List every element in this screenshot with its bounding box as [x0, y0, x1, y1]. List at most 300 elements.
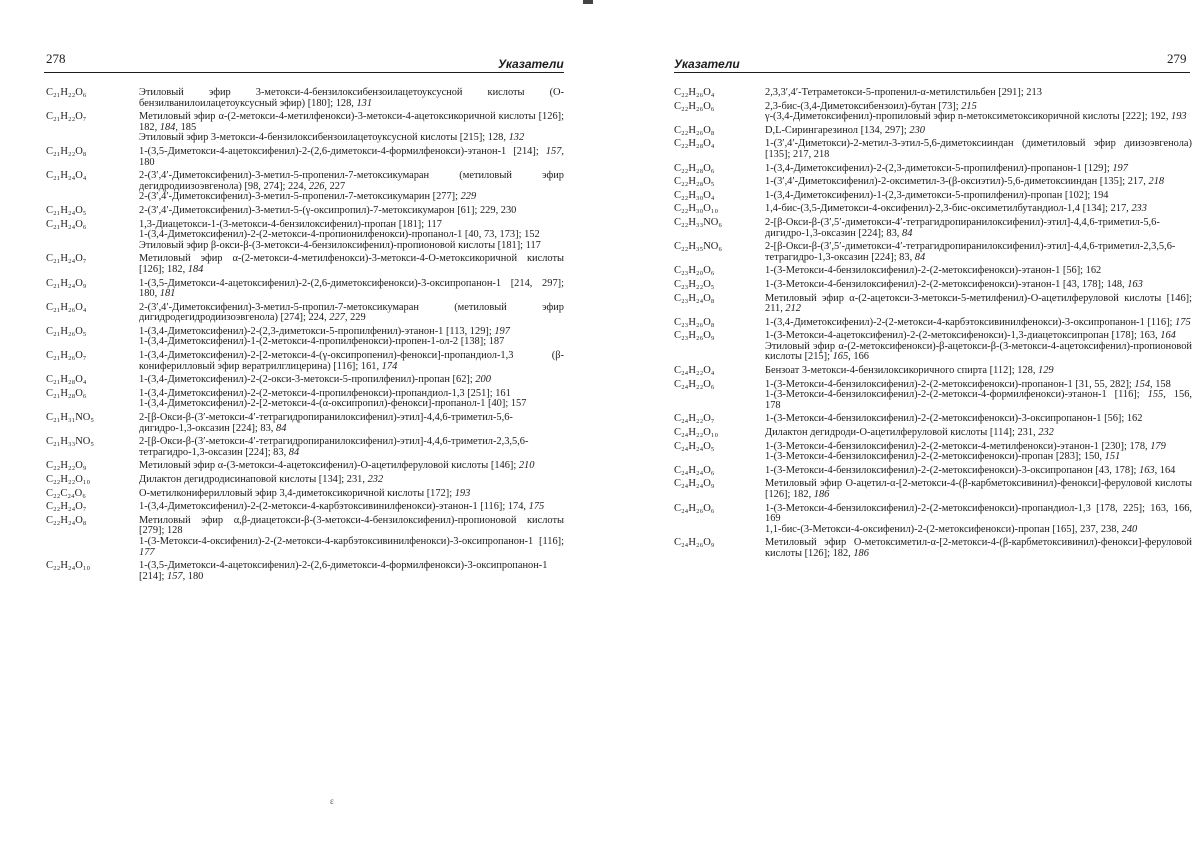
entry-descriptions: [139, 112, 564, 144]
description-text: 1-(3,4-Диметоксифенил)-2-(2,3-диметокси-5-пропилфенил)-этанон-1 [113, 129];: [139, 325, 495, 337]
index-entry: [674, 218, 1192, 239]
entry-descriptions: [139, 389, 564, 410]
description-text: 1-(3-Метокси-4-бензилоксифенил)-2-(2-метоксифенокси)-пропан [283]; 150,: [765, 451, 1105, 463]
index-entry: [46, 147, 564, 168]
description-text: 1-(3,4-Диметоксифенил)-2-(2,3-диметокси-5-пропилфенил)-пропанон-1 [129];: [765, 162, 1113, 174]
entry-description: [765, 294, 1192, 315]
entry-description: [139, 461, 564, 472]
entry-description: [139, 206, 564, 217]
page-reference-tail: , 229: [344, 312, 366, 324]
index-entry: [674, 414, 1192, 425]
index-entry: [674, 88, 1192, 99]
index-entry: [674, 380, 1192, 412]
entry-description: [139, 375, 564, 386]
entry-descriptions: [765, 366, 1192, 377]
entry-descriptions: [765, 266, 1192, 277]
index-entry: [674, 428, 1192, 439]
entry-formula: C₂₄H₂₂O₆: [674, 378, 715, 390]
entry-descriptions: [765, 191, 1192, 202]
description-text: 1,1-бис-(3-Метокси-4-оксифенил)-2-(2-метоксифенокси)-пропан [165], 237, 238,: [765, 523, 1122, 535]
entry-description: [139, 133, 564, 144]
entry-descriptions: [765, 102, 1192, 123]
description-text: 2-(3′,4′-Диметоксифенил)-3-метил-5-(γ-оксипропил)-7-метоксикумарон [61]; 229, 230: [139, 204, 517, 216]
index-entry: [46, 413, 564, 434]
entry-description: [765, 504, 1192, 525]
description-text: 1-(3,4-Диметоксифенил)-2-(2-метокси-4-пропилфенокси)-пропандиол-1,3 [251]; 161: [139, 387, 511, 399]
page-number-right: 279: [1167, 51, 1187, 66]
index-entry: [674, 102, 1192, 123]
page-reference-primary: 157: [545, 145, 562, 157]
entry-formula: C₂₁H₂₄O₄: [46, 170, 87, 182]
entry-formula: C₂₂H₂₄O₈: [46, 514, 87, 526]
entry-descriptions: [765, 380, 1192, 412]
entry-formula: C₂₁H₂₄O₇: [46, 253, 87, 265]
entry-formula: C₂₃H₂₆O₉: [674, 330, 715, 342]
page-reference-primary: 218: [1148, 176, 1165, 188]
index-entry: [46, 279, 564, 300]
entry-formula: C₂₃H₂₆O₈: [674, 316, 715, 328]
entry-descriptions: [139, 461, 564, 472]
description-text: 2-(3′,4′-Диметоксифенил)-3-метил-5-пропенил-7-метоксикумарин [277];: [139, 191, 461, 203]
index-entry: [46, 461, 564, 472]
entry-description: [139, 351, 564, 372]
page-reference-primary: 233: [1131, 203, 1147, 215]
entry-formula: C₂₃H₂₄O₈: [674, 292, 715, 304]
entry-descriptions: [139, 303, 564, 324]
entry-descriptions: [139, 516, 564, 558]
entry-descriptions: [139, 147, 564, 168]
description-text: 2,3,3′,4′-Тетраметокси-5-пропенил-α-метилстильбен [291]; 213: [765, 87, 1042, 98]
page-reference-primary: 226: [308, 180, 325, 192]
page-reference-tail: , 158: [1150, 378, 1171, 390]
header-rule-left: [44, 72, 564, 73]
page-reference-primary: 230: [909, 124, 925, 136]
description-text: Этиловый эфир 3-метокси-4-бензилоксибензоилацетоуксусной кислоты [215]; 128,: [139, 132, 509, 144]
entry-description: [139, 337, 564, 348]
description-text: Дилактон дегидродисинаповой кислоты [134]; 231,: [139, 474, 368, 485]
entry-descriptions: [139, 279, 564, 300]
entry-formula: C₂₁H₂₂O₆: [46, 87, 87, 98]
page-reference-tail: , 164: [1154, 464, 1176, 476]
description-text: Метиловый эфир α-(3-метокси-4-ацетоксифенил)-O-ацетилферуловой кислоты [146];: [139, 460, 519, 472]
index-entry: [46, 220, 564, 252]
entry-description: [765, 479, 1192, 500]
index-entry: [46, 516, 564, 558]
description-text: 1-(3-Метокси-4-бензилоксифенил)-2-(2-метоксифенокси)-пропандиол-1,3 [178, 225]; 163, 166, 169: [765, 502, 1192, 525]
entry-formula: C₂₁H₃₃NO₅: [46, 436, 95, 448]
entry-formula: C₂₄H₂₄O₅: [674, 440, 715, 452]
index-entry: [46, 171, 564, 203]
entry-description: [765, 164, 1192, 175]
description-text: 1-(3′,4′-Диметокси)-2-метил-3-этил-5,6-диметоксииндан (диметиловый эфир диизоэвгенола) [135]; 217, 218: [765, 138, 1192, 160]
entry-description: [765, 191, 1192, 202]
index-entry: [46, 88, 564, 109]
description-text: O-метилкониферилловый эфир 3,4-диметоксикоричной кислоты [172];: [139, 487, 455, 499]
entry-formula: C₂₂H₂₈O₅: [674, 176, 715, 188]
entry-description: [139, 88, 564, 109]
page-reference-primary: 186: [853, 547, 869, 559]
index-entry: [674, 177, 1192, 188]
description-text: 1-(3,4-Диметоксифенил)-2-(2-метокси-4-пропионилфенокси)-пропанол-1 [40, 73, 173]; 152: [139, 229, 540, 241]
entry-formula: C₂₄H₂₂O₁₀: [674, 427, 719, 439]
index-entry: [46, 351, 564, 372]
description-text: Этиловый эфир α-(2-метоксифенокси)-β-ацетокси-β-(3-метокси-4-ацетоксифенил)-пропионовой кислоты [215];: [765, 340, 1192, 363]
entry-formula: C₂₂H₂₈O₆: [674, 162, 715, 174]
page-reference-primary: 227: [329, 312, 345, 324]
entry-description: [139, 561, 564, 582]
description-text: 1-(3,4-Диметоксифенил)-2-(2-метокси-4-карбэтоксивинилфенокси)-этанон-1 [116]; 174,: [139, 501, 529, 513]
page-reference-tail: , 180: [139, 145, 564, 168]
page-reference-tail: , 227: [324, 180, 346, 192]
entry-descriptions: [139, 351, 564, 372]
entry-description: [139, 171, 564, 192]
running-header-left: Указатели: [498, 57, 564, 71]
description-text: Метиловый эфир α-(2-ацетокси-3-метокси-5-метилфенил)-O-ацетилферуловой кислоты [146]; 211,: [765, 292, 1192, 315]
entry-description: [139, 489, 564, 500]
description-text: 1-(3-Метокси-4-бензилоксифенил)-2-(2-метоксифенокси)-этанон-1 [43, 178]; 148,: [765, 278, 1128, 290]
page-reference-primary: 129: [1038, 365, 1054, 377]
entry-descriptions: [765, 164, 1192, 175]
description-text: Метиловый эфир O-ацетил-α-[2-метокси-4-(β-карбметоксивинил)-фенокси]-феруловой кислоты [126]; 182,: [765, 478, 1192, 500]
index-entry: [46, 561, 564, 582]
entry-description: [765, 538, 1192, 559]
entry-descriptions: [765, 442, 1192, 463]
index-entries-right: [674, 88, 1192, 563]
description-text: 2-[β-Окси-β-(3′-метокси-4′-тетрагидропиранилоксифенил)-этил]-4,4,6-триметил-2,3,5,6-тетрагидро-1,3-оксазин [224]; 83,: [139, 436, 529, 458]
entry-description: [139, 413, 564, 434]
page-reference-primary: 184: [187, 263, 204, 275]
page-reference-primary: 163: [1127, 278, 1143, 290]
page-reference-primary: 184: [159, 121, 176, 133]
entry-description: [765, 177, 1192, 188]
page-reference-tail: , 166: [848, 351, 869, 363]
index-entry: [46, 112, 564, 144]
index-entry: [674, 204, 1192, 215]
description-text: 1-(3,5-Диметокси-4-ацетоксифенил)-2-(2,6-диметоксифенокси)-3-оксипропанон-1 [214, 297]; 180,: [139, 277, 564, 300]
description-text: 1,4-бис-(3,5-Диметокси-4-оксифенил)-2,3-бис-оксиметилбутандиол-1,4 [134]; 217,: [765, 203, 1132, 215]
entry-formula: C₂₂H₃₅NO₆: [674, 241, 723, 253]
entry-description: [139, 437, 564, 458]
entry-formula: C₂₄H₂₂O₄: [674, 365, 715, 377]
description-text: Метиловый эфир α,β-диацетокси-β-(3-метокси-4-бензилоксифенил)-пропионовой кислоты [279]; 128: [139, 514, 564, 537]
index-entry: [674, 538, 1192, 559]
entry-formula: C₂₃H₂₀O₆: [674, 265, 715, 277]
page-reference-primary: 197: [1112, 162, 1128, 174]
entry-descriptions: [765, 428, 1192, 439]
page-reference-primary: 232: [367, 474, 384, 485]
entry-formula: C₂₂H₃₀O₄: [674, 189, 715, 201]
entry-formula: C₂₃H₂₂O₅: [674, 278, 715, 290]
entry-description: [765, 342, 1192, 363]
page-reference-primary: 177: [139, 546, 155, 558]
entry-formula: C₂₁H₂₄O₅: [46, 204, 87, 216]
page-reference-primary: 131: [356, 97, 373, 109]
index-entries-left: [46, 88, 564, 585]
entry-formula: C₂₁H₂₆O₇: [46, 350, 87, 362]
entry-descriptions: [765, 504, 1192, 536]
entry-descriptions: [765, 204, 1192, 215]
entry-formula: C₂₂H₃₃NO₆: [674, 216, 723, 228]
index-entry: [46, 206, 564, 217]
entry-description: [765, 280, 1192, 291]
index-entry: [674, 126, 1192, 137]
page-reference-primary: 84: [276, 422, 287, 434]
entry-description: [139, 279, 564, 300]
index-entry: [46, 327, 564, 348]
page-reference-primary: 240: [1121, 523, 1138, 535]
entry-description: [765, 204, 1192, 215]
description-text: Этиловый эфир β-окси-β-(3-метокси-4-бензилоксифенил)-пропионовой кислоты [181]; 117: [139, 239, 541, 251]
entry-descriptions: [765, 218, 1192, 239]
index-entry: [674, 280, 1192, 291]
page-reference-primary: 232: [1038, 427, 1054, 439]
description-text: 2,3-бис-(3,4-Диметоксибензоил)-бутан [73];: [765, 100, 962, 112]
entry-description: [139, 516, 564, 537]
entry-formula: C₂₄H₂₂O₇: [674, 413, 715, 425]
entry-description: [139, 303, 564, 324]
entry-description: [765, 112, 1192, 123]
page-reference-primary: 200: [475, 374, 491, 386]
entry-formula: C₂₁H₃₁NO₅: [46, 412, 95, 424]
description-text: Дилактон дегидроди-O-ацетилферуловой кислоты [114]; 231,: [765, 427, 1039, 439]
page-reference-primary: 193: [1171, 111, 1187, 123]
entry-description: [765, 428, 1192, 439]
entry-formula: C₂₁H₂₄O₆: [46, 218, 87, 230]
entry-formula: C₂₁H₂₄O₉: [46, 277, 87, 289]
description-text: 1-(3-Метокси-4-оксифенил)-2-(2-метокси-4-карбэтоксивинилфенокси)-3-оксипропанон-1 [116];: [139, 535, 564, 547]
index-entry: [46, 437, 564, 458]
description-text: 1-(3-Метокси-4-бензилоксифенил)-2-(2-метоксифенокси)-этанон-1 [56]; 162: [765, 265, 1102, 277]
entry-formula: C₂₂H₂₄O₁₀: [46, 560, 91, 572]
index-entry: [674, 504, 1192, 536]
entry-formula: C₂₄H₂₆O₆: [674, 502, 715, 514]
entry-description: [765, 466, 1192, 477]
entry-formula: C₂₂H₂₈O₄: [674, 138, 715, 150]
description-text: 1-(3,4-Диметоксифенил)-1-(2-метокси-4-пропилфенокси)-пропен-1-ол-2 [138]; 187: [139, 336, 505, 348]
entry-description: [765, 139, 1192, 160]
page-reference-primary: 175: [528, 501, 545, 513]
description-text: 1-(3-Метокси-4-бензилоксифенил)-2-(2-метокси-4-метилфенокси)-этанон-1 [230]; 178,: [765, 440, 1151, 452]
index-entry: [674, 366, 1192, 377]
entry-descriptions: [765, 242, 1192, 263]
entry-descriptions: [139, 88, 564, 109]
entry-descriptions: [139, 489, 564, 500]
entry-descriptions: [139, 413, 564, 434]
entry-descriptions: [139, 254, 564, 275]
page-reference-primary: 175: [1175, 316, 1191, 328]
page-number-left: 278: [46, 51, 66, 66]
description-text: 2-[β-Окси-β-(3′,5′-диметокси-4′-тетрагидропиранилоксифенил)-этил]-4,4,6-триметил-2,3,5,6-тетрагидро-1,3-оксазин [224]; 83,: [765, 241, 1176, 263]
entry-description: [139, 147, 564, 168]
page-reference-primary: 154: [1134, 378, 1151, 390]
entry-formula: C₂₁H₂₆O₄: [46, 301, 87, 313]
stray-mark: ε: [330, 796, 334, 806]
entry-formula: C₂₁H₂₆O₅: [46, 325, 87, 337]
entry-description: [765, 366, 1192, 377]
description-text: 1-(3,4-Диметоксифенил)-2-[2-метокси-4-(α-оксипропил)-фенокси]-пропанол-1 [40]; 157: [139, 398, 527, 410]
page-reference-primary: 165: [832, 351, 849, 363]
page-reference-primary: 84: [288, 446, 300, 458]
description-text: 2-(3′,4′-Диметоксифенил)-3-метил-5-пропенил-7-метоксикумаран (метиловый эфир дегидродиизоэвгенола) [98, 274]; 224,: [139, 170, 564, 192]
description-text: 1-(3′,4′-Диметоксифенил)-2-оксиметил-3-(β-оксиэтил)-5,6-диметоксииндан [135]; 217,: [765, 176, 1149, 188]
index-entry: [674, 266, 1192, 277]
entry-description: [139, 537, 564, 558]
entry-formula: C₂₁H₂₂O₈: [46, 145, 87, 157]
entry-descriptions: [765, 126, 1192, 137]
entry-descriptions: [139, 206, 564, 217]
index-entry: [46, 389, 564, 410]
right-page: [600, 0, 1200, 849]
page-reference-tail: , 156, 178: [765, 389, 1192, 411]
description-text: 2-(3′,4′-Диметоксифенил)-3-метил-5-пропил-7-метоксикумаран (метиловый эфир дигидродегидродиизоэвгенола) [274]; 224,: [139, 301, 564, 324]
entry-descriptions: [765, 414, 1192, 425]
entry-description: [765, 452, 1192, 463]
description-text: γ-(3,4-Диметоксифенил)-пропиловый эфир n-метоксиметоксикоричной кислоты [222]; 192,: [765, 111, 1172, 123]
entry-description: [139, 475, 564, 486]
index-entry: [46, 254, 564, 275]
description-text: Бензоат 3-метокси-4-бензилоксикоричного спирта [112]; 128,: [765, 365, 1039, 377]
index-entry: [674, 331, 1192, 363]
entry-formula: C₂₁H₂₈O₆: [46, 387, 87, 399]
entry-formula: C₂₄H₂₆O₉: [674, 537, 715, 549]
description-text: 1-(3,4-Диметоксифенил)-2-[2-метокси-4-(γ-оксипропенил)-фенокси]-пропандиол-1,3 (β-кониферилловый эфир вератрилглицерина) [116]; 161,: [139, 350, 564, 372]
entry-formula: C₂₂H₃₀O₁₀: [674, 203, 719, 215]
entry-descriptions: [765, 139, 1192, 160]
index-entry: [674, 242, 1192, 263]
description-text: 1-(3,4-Диметоксифенил)-1-(2,3-диметокси-5-пропилфенил)-пропан [102]; 194: [765, 189, 1109, 201]
entry-description: [765, 525, 1192, 536]
page-reference-primary: 179: [1150, 440, 1166, 452]
index-entry: [46, 475, 564, 486]
entry-descriptions: [765, 538, 1192, 559]
entry-formula: C₂₄H₂₄O₆: [674, 464, 715, 476]
entry-description: [139, 192, 564, 203]
page-reference-primary: 229: [460, 191, 477, 203]
page-reference-primary: 174: [381, 360, 398, 372]
entry-descriptions: [139, 220, 564, 252]
description-text: 2-[β-Окси-β-(3′,5′-диметокси-4′-тетрагидропиранилоксифенил)-этил]-4,4,6-триметил-5,6-дигидро-1,3-оксазин [224]; 83,: [765, 216, 1160, 239]
entry-formula: C₂₄H₂₄O₉: [674, 478, 715, 490]
page-reference-tail: , 185: [175, 121, 197, 133]
index-entry: [674, 294, 1192, 315]
description-text: 1-(3,5-Диметокси-4-ацетоксифенил)-2-(2,6-диметокси-4-формилфенокси)-3-оксипропанон-1 [214];: [139, 560, 548, 582]
entry-description: [765, 266, 1192, 277]
entry-description: [139, 502, 564, 513]
entry-description: [765, 318, 1192, 329]
entry-descriptions: [139, 171, 564, 203]
description-text: Метиловый эфир O-метоксиметил-α-[2-метокси-4-(β-карбметоксивинил)-фенокси]-феруловой кислоты [126]; 182,: [765, 537, 1192, 559]
page-reference-primary: 181: [159, 288, 176, 300]
header-rule-right: [674, 72, 1190, 73]
entry-description: [765, 218, 1192, 239]
page-reference-primary: 212: [785, 303, 801, 315]
entry-descriptions: [765, 294, 1192, 315]
entry-descriptions: [765, 177, 1192, 188]
page-reference-primary: 157: [167, 570, 183, 582]
page-reference-primary: 215: [961, 100, 977, 112]
entry-formula: C₂₁H₂₂O₇: [46, 111, 87, 123]
entry-description: [765, 88, 1192, 99]
index-entry: [46, 303, 564, 324]
entry-description: [765, 126, 1192, 137]
page-reference-primary: 132: [508, 132, 525, 144]
description-text: 1-(3,4-Диметоксифенил)-2-(2-метокси-4-карбэтоксивинилфенокси)-3-оксипропанон-1 [116];: [765, 316, 1176, 328]
page-reference-primary: 197: [494, 325, 510, 337]
entry-descriptions: [139, 561, 564, 582]
entry-formula: C₂₂H₂₂O₉: [46, 460, 87, 472]
entry-descriptions: [765, 280, 1192, 291]
entry-formula: C₂₁H₂₈O₄: [46, 374, 87, 386]
description-text: 2-[β-Окси-β-(3′-метокси-4′-тетрагидропиранилоксифенил)-этил]-4,4,6-триметил-5,6-дигидро-1,3-оксазин [224]; 83,: [139, 412, 513, 434]
page-reference-primary: 186: [813, 489, 830, 500]
entry-descriptions: [139, 375, 564, 386]
index-entry: [46, 502, 564, 513]
index-entry: [674, 479, 1192, 500]
description-text: 1-(3,5-Диметокси-4-ацетоксифенил)-2-(2,6-диметокси-4-формилфенокси)-этанон-1 [214];: [139, 145, 546, 157]
description-text: Метиловый эфир α-(2-метокси-4-метилфенокси)-3-метокси-4-O-метоксикоричной кислоты [126]; 182,: [139, 253, 564, 275]
entry-formula: C₂₂H₂₂O₁₀: [46, 474, 91, 485]
entry-descriptions: [139, 502, 564, 513]
page-reference-primary: 210: [518, 460, 535, 472]
entry-description: [139, 112, 564, 133]
entry-formula: C₂₂H₂₆O₈: [674, 124, 715, 136]
entry-descriptions: [139, 327, 564, 348]
entry-descriptions: [765, 318, 1192, 329]
description-text: Метиловый эфир α-(2-метокси-4-метилфенокси)-3-метокси-4-ацетоксикоричной кислоты [126]; 182,: [139, 111, 564, 133]
entry-description: [765, 390, 1192, 411]
index-entry: [674, 466, 1192, 477]
index-entry: [674, 164, 1192, 175]
description-text: 1-(3-Метокси-4-бензилоксифенил)-2-(2-метоксифенокси)-пропанон-1 [31, 55, 282];: [765, 378, 1135, 390]
description-text: 1,3-Диацетокси-1-(3-метокси-4-бензилоксифенил)-пропан [181]; 117: [139, 218, 442, 230]
description-text: 1-(3-Метокси-4-бензилоксифенил)-2-(2-метоксифенокси)-3-оксипропанон [43, 178];: [765, 464, 1139, 476]
entry-descriptions: [139, 475, 564, 486]
page-reference-primary: 155: [1147, 389, 1164, 401]
index-entry: [46, 375, 564, 386]
entry-description: [765, 242, 1192, 263]
entry-descriptions: [765, 88, 1192, 99]
description-text: 1-(3-Метокси-4-ацетоксифенил)-2-(2-метоксифенокси)-1,3-диацетоксипропан [178]; 163,: [765, 330, 1161, 342]
page-reference-tail: , 180: [182, 570, 204, 582]
page-reference-primary: 163: [1139, 464, 1155, 476]
page-reference-primary: 151: [1104, 451, 1121, 463]
index-entry: [674, 139, 1192, 160]
description-text: Этиловый эфир 3-метокси-4-бензилоксибензоилацетоуксусной кислоты (O-бензилванилоилацетоуксусный эфир) [180]; 128,: [139, 87, 564, 109]
entry-formula: C₂₂H₂₆O₄: [674, 87, 715, 98]
entry-descriptions: [765, 331, 1192, 363]
index-entry: [46, 489, 564, 500]
entry-descriptions: [765, 466, 1192, 477]
running-header-right: Указатели: [674, 57, 740, 71]
index-entry: [674, 191, 1192, 202]
entry-formula: C₂₂H₂₄O₇: [46, 501, 87, 513]
entry-descriptions: [139, 437, 564, 458]
page-reference-primary: 193: [454, 487, 471, 499]
index-entry: [674, 442, 1192, 463]
description-text: 1-(3-Метокси-4-бензилоксифенил)-2-(2-метокси-4-формилфенокси)-этанон-1 [116];: [765, 389, 1148, 401]
entry-formula: C₂₂H₂₆O₆: [674, 100, 715, 112]
page-reference-primary: 164: [1160, 330, 1176, 342]
entry-description: [139, 254, 564, 275]
entry-description: [139, 399, 564, 410]
index-entry: [674, 318, 1192, 329]
description-text: 1-(3,4-Диметоксифенил)-2-(2-окси-3-метокси-5-пропилфенил)-пропан [62];: [139, 374, 476, 386]
entry-formula: C₂₂C₂₄O₆: [46, 487, 86, 499]
description-text: 1-(3-Метокси-4-бензилоксифенил)-2-(2-метоксифенокси)-3-оксипропанон-1 [56]; 162: [765, 413, 1143, 425]
entry-description: [139, 241, 564, 252]
page-reference-primary: 84: [914, 251, 926, 263]
entry-description: [765, 414, 1192, 425]
